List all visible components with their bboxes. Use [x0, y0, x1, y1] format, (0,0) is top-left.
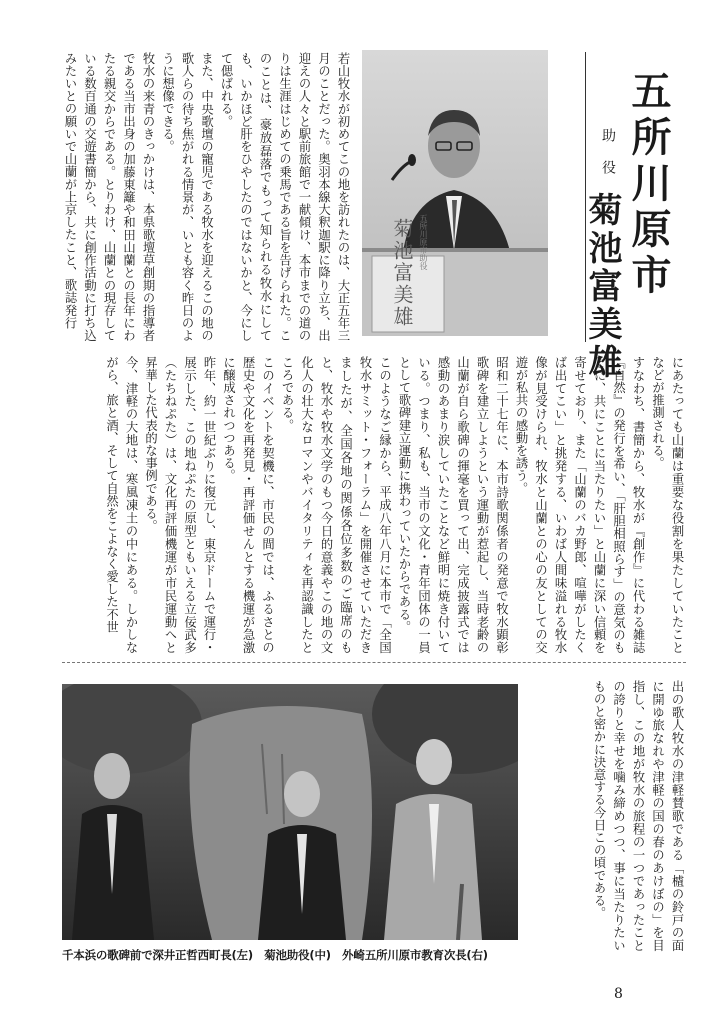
nameplate-text: 菊池富美雄: [390, 218, 414, 328]
article-paragraph: 今、津軽の大地は、寒風凍土の中にある。しかしながら、旅と酒、そして自然をこよなく愛した不世: [104, 356, 138, 654]
article-paragraph: このイベントを契機に、市民の間では、ふるさとの歴史や文化を再発見・再評価せんとする機運が急激に醸成されつつある。: [221, 356, 275, 654]
article-paragraph: 牧水の来青のきっかけは、本県歌壇草創期の指導者である当市出身の加藤東籬や和田山蘭との長年にわたる親交からである。とりわけ、山蘭との現存している数百通の交遊書簡から、共に創作活動に打ち込みたいとの願いで山蘭が上京したこと、歌誌発行: [63, 52, 155, 342]
article-paragraph: 昨年、約一世紀ぶりに復元し、東京ドームで運行・展示した、この地ねぷたの原型ともいえる立佞武多（たちねぷた）は、文化再評価機運が市民運動へと昇華した代表的な事例である。: [143, 356, 216, 654]
article-paragraph: 昭和二十七年に、本市詩歌関係者の発意で牧水顕彰歌碑を建立しようという運動が惹起し、当時老齢の山蘭が自ら歌碑の揮毫を買って出、完成披露式では感動のあまり涙していたことなど鮮明に焼き付いている。つまり、私も、当市の文化・青年団体の一員として歌碑建立運動に携わっていたからである。: [397, 356, 509, 654]
page-number: 8: [614, 986, 623, 1002]
photo-caption: 千本浜の歌碑前で深井正哲西町長(左) 菊池助役(中) 外崎五所川原市教育次長(右): [62, 948, 488, 962]
article-paragraph: 出の歌人牧水の津軽賛歌である「樝の鈴戸の面に開ゆ旅なれや津軽の国の春のあけぼの」を目指し、この地が牧水の旅程の一つであったことの誇りと幸せを噛み締めつつ、事に当たりたいものと密かに決意する今日この頃である。: [592, 680, 684, 952]
article-paragraph: すなわち、書簡から、牧水が『創作』に代わる雑誌『自然』の発行を希い、「肝胆相照らす」の意気のもとに、共にことに当たりたい」と山蘭に深い信頼を寄せており、また「山蘭のバカ野郎、喧嘩がしたくば出てこい」と挑発する、いわば人間味溢れる牧水像が見受けられ、牧水と山蘭との心の友としての交遊が私共の感動を誘う。: [514, 356, 645, 654]
person-name: 菊池富美雄: [582, 192, 622, 382]
nameplate-subtext: 五所川原市助役: [419, 214, 428, 270]
article-text-top: [62, 52, 352, 342]
article-text-bottom: [540, 680, 686, 952]
article-paragraph: このようなご縁から、平成八年八月に本市で「全国牧水サミット・フォーラム」を開催させていただきましたが、全国各地の関係各位多数のご臨席のもと、牧水や牧水文学のもつ今日的意義やこの地の文化人の壮大なロマンやバイタリティを再認識したところである。: [280, 356, 392, 654]
section-divider: [62, 662, 686, 663]
monument-photo: [62, 684, 518, 940]
article-text-middle: [62, 356, 686, 654]
article-paragraph: 若山牧水が初めてこの地を訪れたのは、大正五年三月のことだった。奥羽本線大釈迦駅に降り立ち、出迎えの人々と駅前旅館で一献傾け、本市までの道のりは生涯はじめての乗馬である旨を告げられた。このことは、豪放磊落でもって知られる牧水にしても、いかほど肝をひやしたのではないかと、今にして偲ばれる。: [219, 52, 350, 342]
article-paragraph: また、中央歌壇の寵児である牧水を迎えるこの地の歌人らの待ち焦がれる情景が、いとも容く昨日のように想像できる。: [160, 52, 214, 342]
role-label: 助 役: [600, 128, 616, 176]
article-paragraph: にあたっても山蘭は重要な役割を果たしていたことなどが推測される。: [650, 356, 684, 654]
town-title: 五所川原市: [625, 70, 672, 300]
